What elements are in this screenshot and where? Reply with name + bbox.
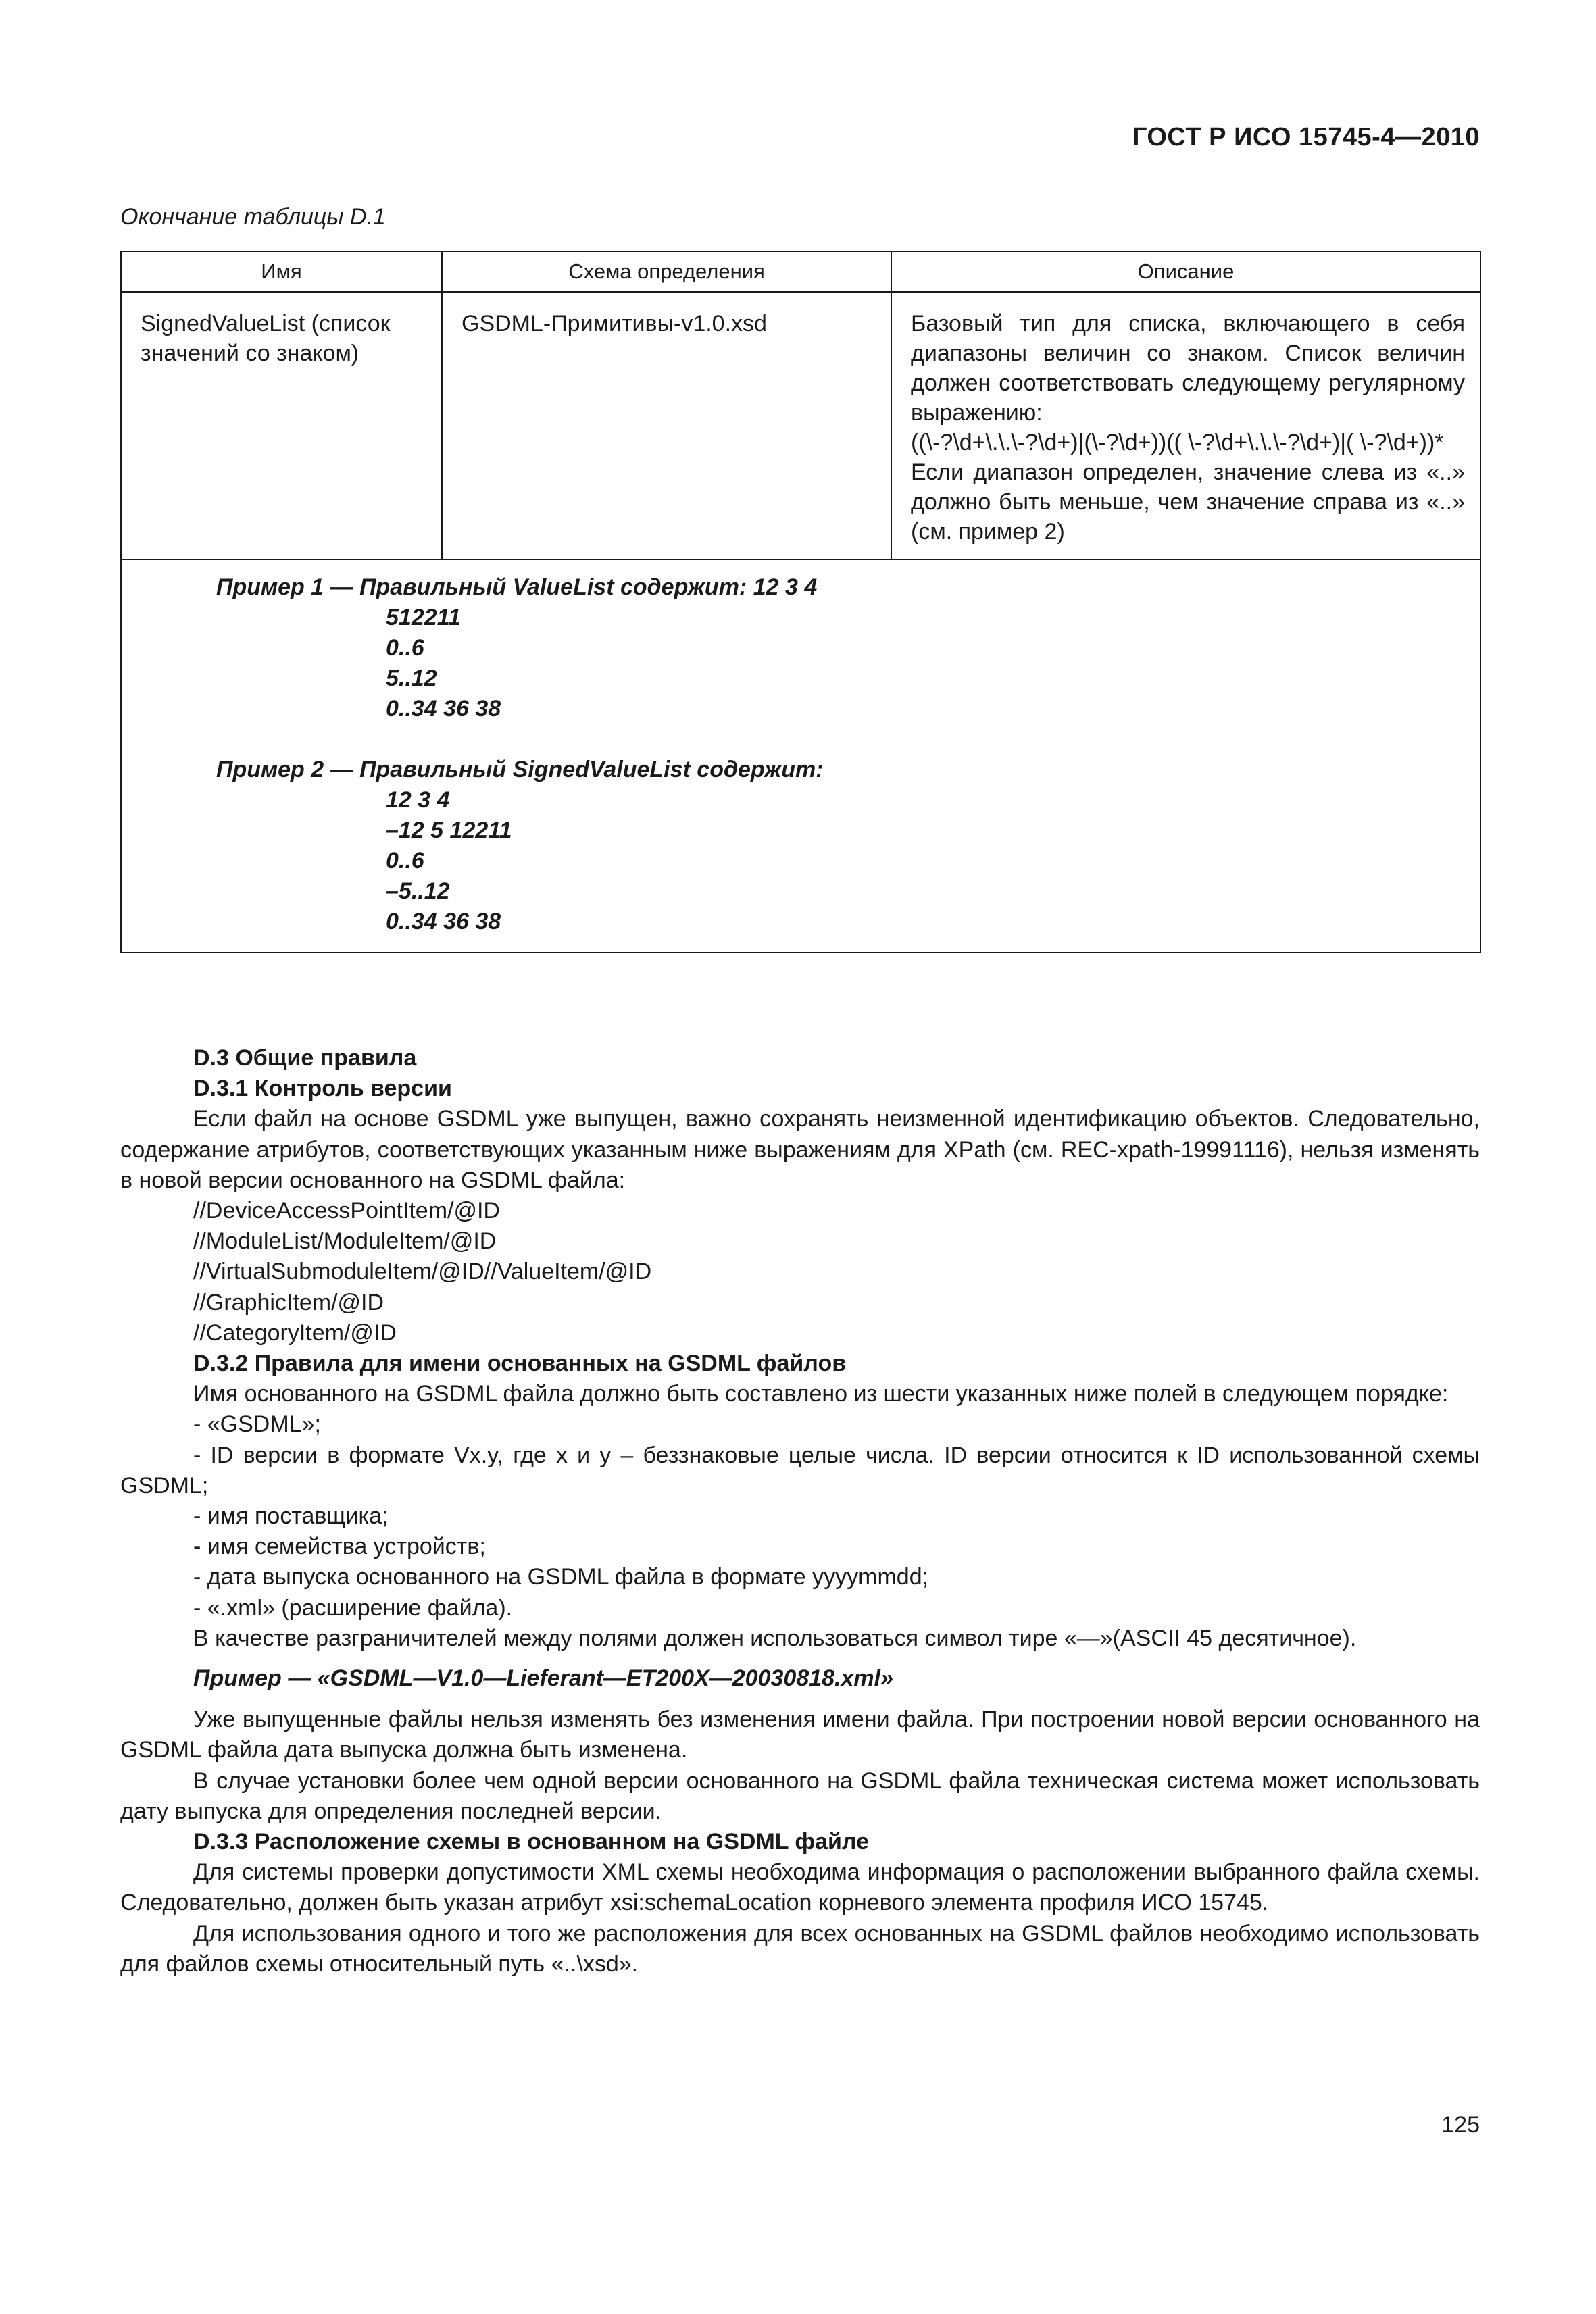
example-2-title: Пример 2 — Правильный SignedValueList содержит:: [216, 757, 824, 782]
xpath-item: //DeviceAccessPointItem/@ID: [193, 1198, 500, 1224]
definitions-table: [120, 251, 1481, 953]
example-2-value: 0..6: [386, 848, 424, 874]
example-2-value: –5..12: [386, 878, 450, 904]
table-row: [121, 292, 1480, 559]
description-rule: Если диапазон определен, значение слева из «..» должно быть меньше, чем значение справа из «..» (см. пример 2): [911, 459, 1465, 545]
cell-schema: GSDML-Примитивы-v1.0.xsd: [442, 292, 891, 559]
example-1-title: Пример 1 — Правильный ValueList содержит: 12 3 4: [216, 574, 818, 600]
list-item: - «.xml» (расширение файла).: [193, 1594, 513, 1621]
example-1-value: 5..12: [386, 665, 437, 691]
examples-row: [121, 559, 1480, 953]
xpath-item: //GraphicItem/@ID: [193, 1289, 384, 1315]
example-2-value: 12 3 4: [386, 787, 450, 813]
xpath-item: //CategoryItem/@ID: [193, 1319, 397, 1346]
heading-d3: D.3 Общие правила: [193, 1045, 417, 1071]
paragraph: Для системы проверки допустимости XML схемы необходима информация о расположении выбранного файла схемы. Следовательно, должен быть указан атрибут xsi:schemaLocation корневого элемента профиля ИСО 15745.: [120, 1859, 1480, 1916]
list-item: - «GSDML»;: [193, 1411, 321, 1438]
xpath-item: //ModuleList/ModuleItem/@ID: [193, 1228, 497, 1255]
example-2-value: 0..34 36 38: [386, 909, 501, 934]
table-caption: Окончание таблицы D.1: [120, 204, 386, 230]
example-1-value: 0..34 36 38: [386, 696, 501, 722]
paragraph: Для использования одного и того же расположения для всех основанных на GSDML файлов необходимо использовать для файлов схемы относительный путь «..\xsd».: [120, 1920, 1480, 1977]
cell-name: SignedValueList (список значений со знаком): [121, 292, 442, 559]
page-number: 125: [1441, 2112, 1480, 2138]
filename-example: Пример — «GSDML—V1.0—Lieferant—ET200X—20030818.xml»: [193, 1665, 893, 1692]
heading-d33: D.3.3 Расположение схемы в основанном на GSDML файле: [193, 1829, 870, 1855]
list-item: - дата выпуска основанного на GSDML файла в формате yyyymmdd;: [193, 1564, 929, 1590]
body-text: [120, 1043, 1480, 1980]
description-regex: ((\-?\d+\.\.\-?\d+)|(\-?\d+))(( \-?\d+\.\.\-?\d+)|( \-?\d+))*: [911, 430, 1444, 455]
examples-cell: [121, 559, 1480, 953]
description-intro: Базовый тип для списка, включающего в себя диапазоны величин со знаком. Список величин должен соответствовать следующему регулярному выражению:: [911, 311, 1465, 426]
heading-d31: D.3.1 Контроль версии: [193, 1076, 452, 1102]
paragraph: В качестве разграничителей между полями должен использоваться символ тире «—»(ASCII 45 десятичное).: [193, 1625, 1357, 1651]
xpath-item: //VirtualSubmoduleItem/@ID//ValueItem/@ID: [193, 1259, 652, 1285]
table-header-row: [121, 251, 1480, 292]
heading-d32: D.3.2 Правила для имени основанных на GSDML файлов: [193, 1351, 847, 1377]
example-2-value: –12 5 12211: [386, 818, 512, 843]
example-1-value: 512211: [386, 605, 461, 630]
list-item: - имя поставщика;: [193, 1503, 389, 1530]
column-header-description: Описание: [891, 251, 1480, 292]
column-header-name: Имя: [121, 251, 442, 292]
paragraph: Имя основанного на GSDML файла должно быть составлено из шести указанных ниже полей в следующем порядке:: [193, 1381, 1449, 1407]
paragraph: В случае установки более чем одной версии основанного на GSDML файла техническая система может использовать дату выпуска для определения последней версии.: [120, 1767, 1480, 1824]
example-1-value: 0..6: [386, 635, 424, 661]
paragraph: Если файл на основе GSDML уже выпущен, важно сохранять неизменной идентификацию объектов. Следовательно, содержание атрибутов, соответствующих указанным ниже выражениям для XPath (см. REC-xpath-19991116), нельзя изменять в новой версии основанного на GSDML файла:: [120, 1106, 1480, 1193]
document-code: ГОСТ Р ИСО 15745-4—2010: [1132, 123, 1480, 151]
paragraph: Уже выпущенные файлы нельзя изменять без изменения имени файла. При построении новой версии основанного на GSDML файла дата выпуска должна быть изменена.: [120, 1707, 1480, 1763]
list-item: - ID версии в формате Vx.y, где x и y – беззнаковые целые числа. ID версии относится к ID использованной схемы GSDML;: [120, 1442, 1480, 1499]
list-item: - имя семейства устройств;: [193, 1534, 486, 1560]
column-header-schema: Схема определения: [442, 251, 891, 292]
cell-description: [891, 292, 1480, 559]
